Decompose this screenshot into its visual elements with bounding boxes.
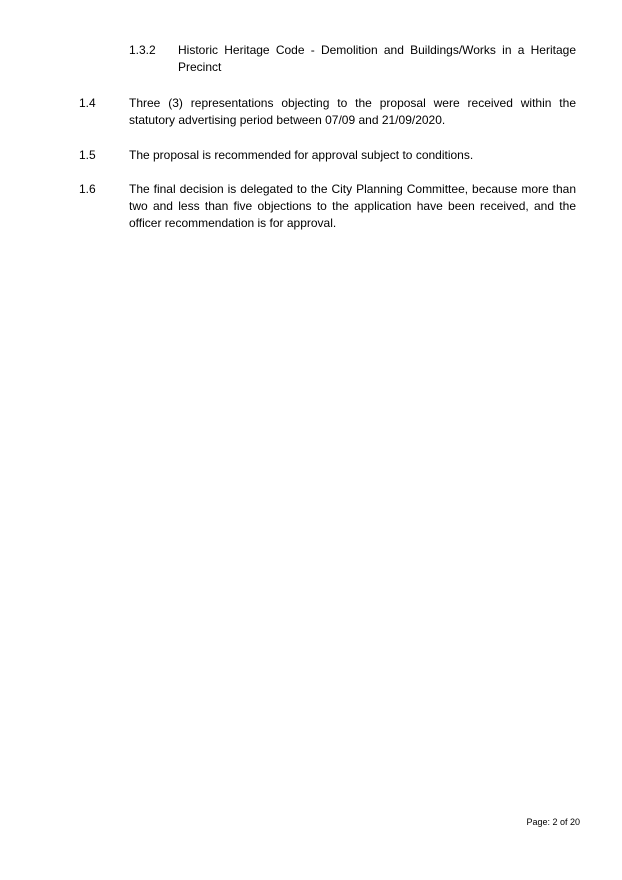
item-number-1-6: 1.6 <box>79 182 96 196</box>
page-number-footer: Page: 2 of 20 <box>526 817 580 827</box>
item-number-1-4: 1.4 <box>79 96 96 110</box>
item-text-1-3-2: Historic Heritage Code - Demolition and Buildings/Works in a Heritage Precinct <box>178 43 576 74</box>
item-number-1-3-2: 1.3.2 <box>129 43 156 57</box>
item-text-1-6: The final decision is delegated to the City Planning Committee, because more than two and less than five objections to the application have been received, and the officer recommendation is for approval. <box>129 182 576 230</box>
item-text-1-4: Three (3) representations objecting to the proposal were received within the statutory advertising period between 07/09 and 21/09/2020. <box>129 96 576 127</box>
item-number-1-5: 1.5 <box>79 148 96 162</box>
item-text-1-5: The proposal is recommended for approval subject to conditions. <box>129 148 474 162</box>
